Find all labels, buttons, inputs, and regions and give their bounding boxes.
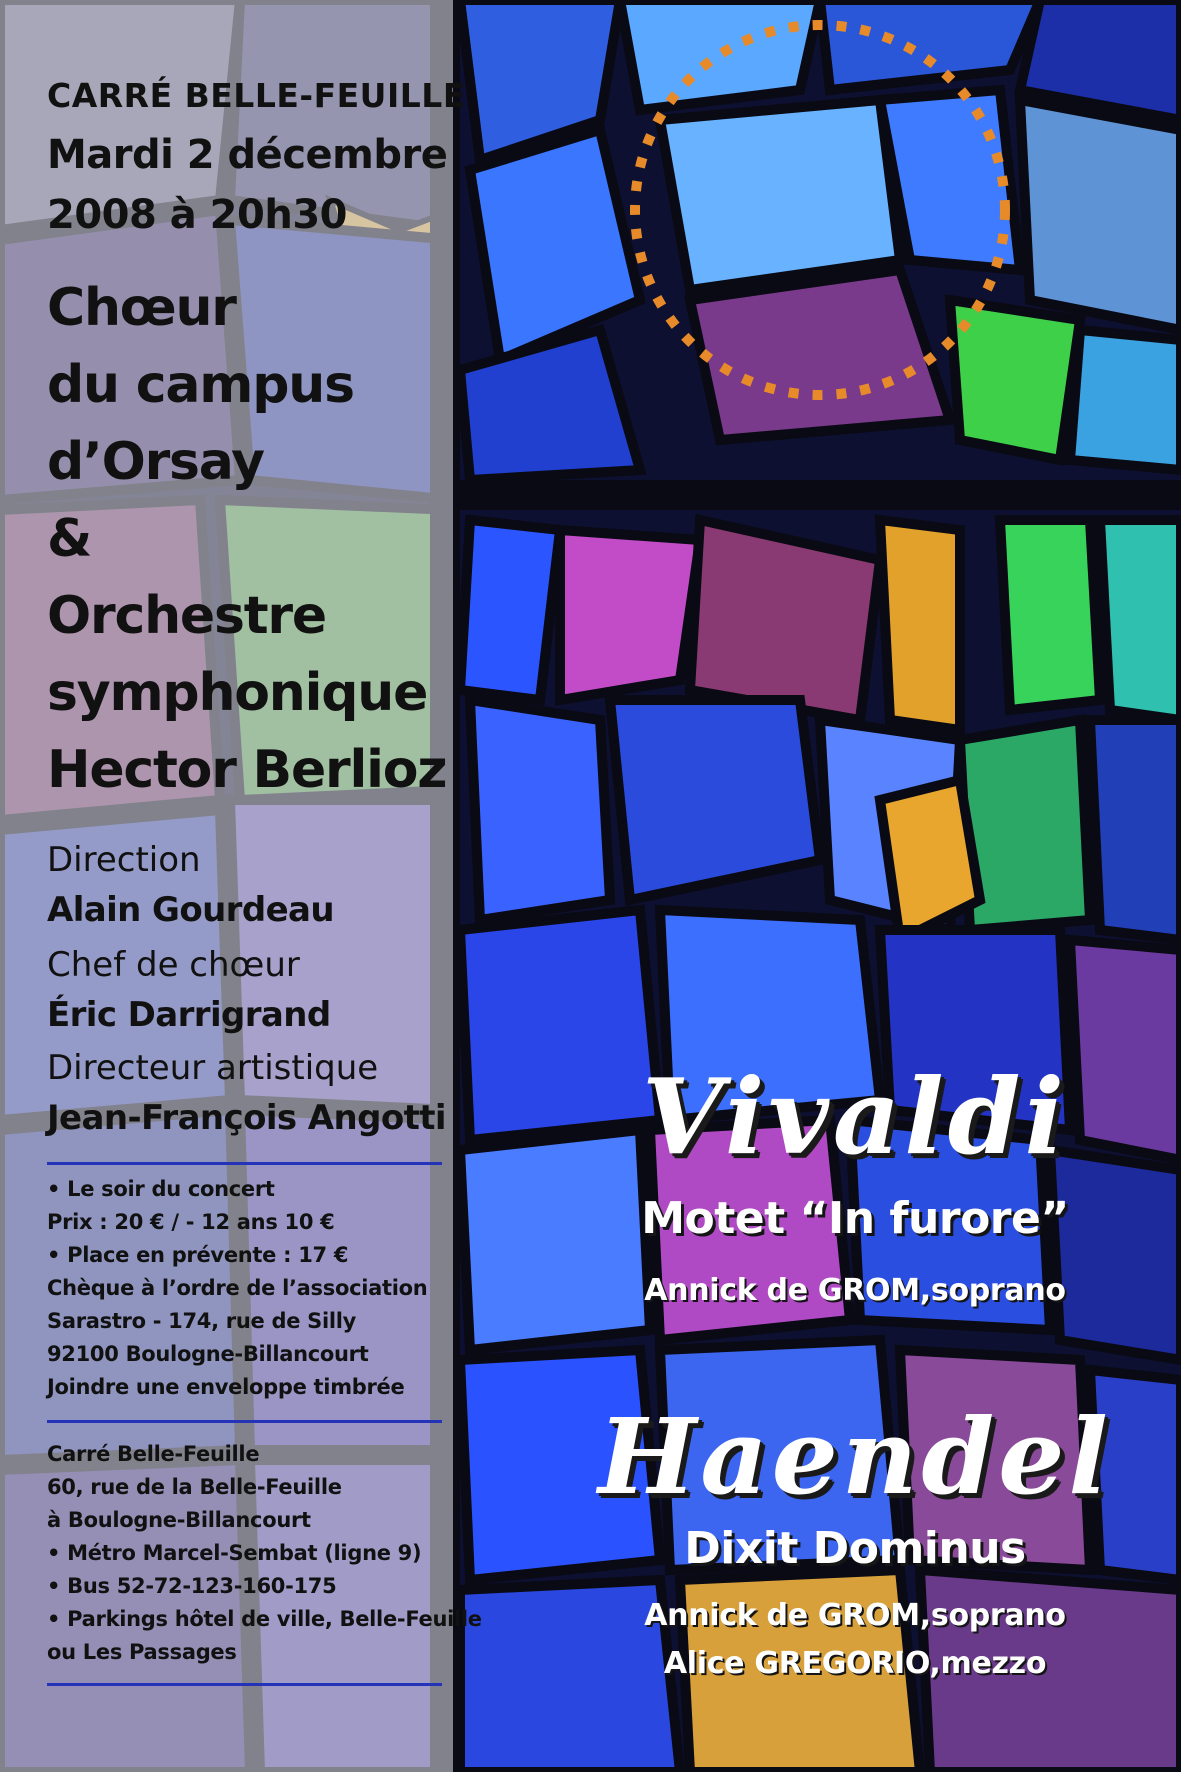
address-line: • Parkings hôtel de ville, Belle-Feuille	[47, 1607, 482, 1631]
ticket-line: Sarastro - 174, rue de Silly	[47, 1309, 357, 1333]
ticket-line: Prix : 20 € / - 12 ans 10 €	[47, 1210, 335, 1234]
performers-line-2: du campus	[47, 355, 354, 415]
soloist-line: Alice GREGORIO,mezzo	[663, 1646, 1047, 1681]
credit-role-artistic-director: Directeur artistique	[47, 1048, 379, 1088]
info-panel	[0, 0, 453, 1772]
soloist-line: Annick de GROM,soprano	[644, 1273, 1066, 1308]
address-line: Carré Belle-Feuille	[47, 1442, 260, 1466]
divider-top	[47, 1162, 442, 1165]
address-line: 60, rue de la Belle-Feuille	[47, 1475, 342, 1499]
divider-bottom	[47, 1683, 442, 1686]
date-line-1: Mardi 2 décembre	[47, 132, 448, 178]
composer-haendel: Haendel	[598, 1395, 1112, 1518]
performers-line-6: symphonique	[47, 663, 428, 723]
performers-line-3: d’Orsay	[47, 432, 264, 492]
venue-heading: CARRÉ BELLE-FEUILLE	[47, 76, 466, 115]
ticket-line: 92100 Boulogne-Billancourt	[47, 1342, 369, 1366]
address-line: • Bus 52-72-123-160-175	[47, 1574, 337, 1598]
ticket-line: Joindre une enveloppe timbrée	[47, 1375, 405, 1399]
credit-name-artistic-director: Jean-François Angotti	[47, 1098, 446, 1138]
address-line: à Boulogne-Billancourt	[47, 1508, 311, 1532]
work-dixit-dominus: Dixit Dominus	[684, 1523, 1026, 1574]
divider-middle	[47, 1420, 442, 1423]
ticket-line: • Place en prévente : 17 €	[47, 1243, 349, 1267]
credit-role-direction: Direction	[47, 840, 201, 880]
performers-line-4: &	[47, 509, 92, 569]
composer-vivaldi: Vivaldi	[642, 1055, 1068, 1178]
performers-line-7: Hector Berlioz	[47, 740, 447, 800]
performers-line-1: Chœur	[47, 278, 236, 338]
ticket-line: • Le soir du concert	[47, 1177, 275, 1201]
address-line: • Métro Marcel-Sembat (ligne 9)	[47, 1541, 422, 1565]
credit-role-chorus-master: Chef de chœur	[47, 945, 300, 985]
work-motet: Motet “In furore”	[641, 1193, 1069, 1244]
credit-name-chorus-master: Éric Darrigrand	[47, 995, 331, 1035]
date-line-2: 2008 à 20h30	[47, 192, 347, 238]
soloist-line: Annick de GROM,soprano	[644, 1598, 1066, 1633]
address-line: ou Les Passages	[47, 1640, 237, 1664]
ticket-line: Chèque à l’ordre de l’association	[47, 1276, 428, 1300]
credit-name-direction: Alain Gourdeau	[47, 890, 334, 930]
performers-line-5: Orchestre	[47, 586, 326, 646]
